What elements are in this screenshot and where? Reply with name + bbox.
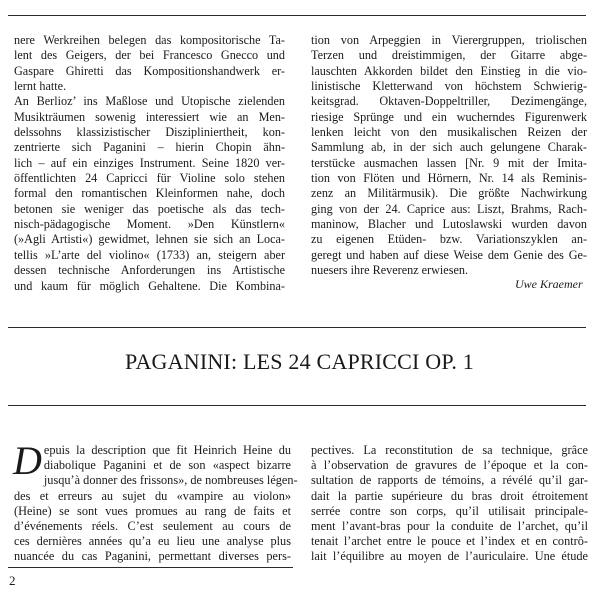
text-line: nere Werkreihen belegen das kompositorische Ta- bbox=[14, 33, 285, 47]
text-line: tion von Arpeggien in Vierergruppen, triolischen bbox=[311, 33, 587, 47]
text-line: jusqu’à donner des frissons», de nombreuses légen- bbox=[43, 473, 298, 488]
text-line: nuesers ihre Reverenz erwiesen. bbox=[311, 263, 469, 278]
bottom-rule bbox=[8, 567, 293, 568]
french-left-column bbox=[13, 438, 298, 565]
german-right-column bbox=[311, 33, 587, 279]
text-line: maninow, Blacher und Lutoslawski wurden davon bbox=[311, 217, 587, 232]
text-line: lich – auf ein einziges Instrument. Seine 1820 ver- bbox=[14, 155, 285, 170]
text-line: An Berlioz’ ins Maßlose und Utopische zielenden bbox=[14, 94, 285, 109]
french-right-column bbox=[311, 443, 588, 565]
text-line: terstücke ausmachen lassen [Nr. 9 mit der Imita- bbox=[311, 155, 587, 170]
page-number: 2 bbox=[9, 573, 16, 588]
text-line: des et erreurs au sujet du «vampire au violon» bbox=[14, 488, 291, 503]
text-line: Gaspare Ghiretti das Kompositionshandwerk er- bbox=[14, 63, 285, 78]
text-line: zu eigenen Etüden- bzw. Variationszyklen an- bbox=[311, 232, 587, 247]
text-line: diabolique Paganini et de son «aspect bizarre bbox=[43, 458, 291, 473]
text-line: ces dernières années qu’a eu lieu une analyse plus bbox=[14, 534, 291, 549]
text-line: geregt und haben auf diese Weise dem Genie des Ge- bbox=[311, 247, 587, 262]
text-line: betonen sie weniger das poetische als das tech- bbox=[14, 201, 285, 216]
section-title: PAGANINI: LES 24 CAPRICCI OP. 1 bbox=[125, 349, 474, 374]
text-line: delssohns klassizistischer Diszipliniertheit, kon- bbox=[14, 125, 285, 140]
section-divider-rule bbox=[8, 327, 586, 328]
text-line: formal den romantischen Kleinformen nahe, doch bbox=[14, 186, 285, 201]
author-signature: Uwe Kraemer bbox=[515, 277, 583, 291]
text-line: nisch-pädagogische Moment. »Den Künstlern« bbox=[14, 217, 285, 232]
text-line: Terzen und dreistimmigen, der Gitarre abge- bbox=[311, 48, 587, 63]
text-line: lent des Geigers, der bei Francesco Gnecco und bbox=[14, 48, 285, 63]
text-line: sultation de rapports de témoins, a révélé qu’il gar- bbox=[311, 473, 588, 488]
text-line: (»Agli Artisti«) gewidmet, lehnen sie sich an Loca- bbox=[14, 232, 285, 247]
text-line: lait l’équilibre au moyen de l’auriculaire. Une étude bbox=[311, 549, 588, 564]
text-line: Sammlung ab, in der sich auch gelungene Charak- bbox=[311, 140, 587, 155]
text-line: pectives. La reconstitution de sa technique, grâce bbox=[311, 443, 588, 457]
title-underline-rule bbox=[8, 405, 586, 406]
text-line: dessen technische Anforderungen ins Artistische bbox=[14, 263, 285, 278]
text-line: keitsgrad. Oktaven-Doppeltriller, Dezimengänge, bbox=[311, 94, 587, 109]
text-line: tellis »L’arte del violino« (1733) an, steigern aber bbox=[14, 247, 285, 262]
text-line: ging von der 24. Caprice aus: Liszt, Brahms, Rach- bbox=[311, 201, 587, 216]
drop-cap: D bbox=[13, 438, 42, 483]
text-line: (Heine) se sont vues promues au rang de faits et bbox=[14, 503, 291, 518]
text-line: zentrierte sich Paganini – hierin Chopin ähn- bbox=[14, 140, 285, 155]
text-line: tion von Flöten und Hörnern, Nr. 14 als Reminis- bbox=[311, 171, 587, 186]
text-line: Musikträumen sowenig interessiert wie an Men- bbox=[14, 109, 285, 124]
text-line: dait la partie supérieure du bras droit étroitement bbox=[311, 488, 588, 503]
top-rule bbox=[8, 15, 586, 16]
text-line: epuis la description que fit Heinrich Heine du bbox=[43, 443, 291, 457]
text-line: lernt hatte. bbox=[14, 79, 67, 94]
text-line: linistische Kletterwand von höchstem Schwierig- bbox=[311, 79, 587, 94]
text-line: nuancée du cas Paganini, permettant diverses pers- bbox=[14, 549, 291, 564]
text-line: à l’observation de gravures de l’époque et la con- bbox=[311, 458, 588, 473]
text-line: serrée contre son corps, qu’il utilisait principale- bbox=[311, 503, 588, 518]
text-line: d’événements réels. C’est seulement au cours de bbox=[14, 519, 291, 534]
text-line: riesige Sprünge und ein wucherndes Figurenwerk bbox=[311, 109, 587, 124]
text-line: zenz an Militärmusik). Die größte Nachwirkung bbox=[311, 186, 587, 201]
text-line: tenait l’archet entre le pouce et l’index et en contrô- bbox=[311, 534, 588, 549]
german-left-column bbox=[14, 33, 285, 294]
text-line: und kaum für möglich Gehaltene. Die Kombina- bbox=[14, 278, 285, 293]
text-line: lauschten Akkorden bildet den Einstieg in die vio- bbox=[311, 63, 587, 78]
text-line: lenken leicht von den musikalischen Reizen der bbox=[311, 125, 587, 140]
text-line: ment l’avant-bras pour la conduite de l’archet, qu’il bbox=[311, 519, 588, 534]
text-line: öffentlichten 24 Capricci für Violine solo stehen bbox=[14, 171, 285, 186]
